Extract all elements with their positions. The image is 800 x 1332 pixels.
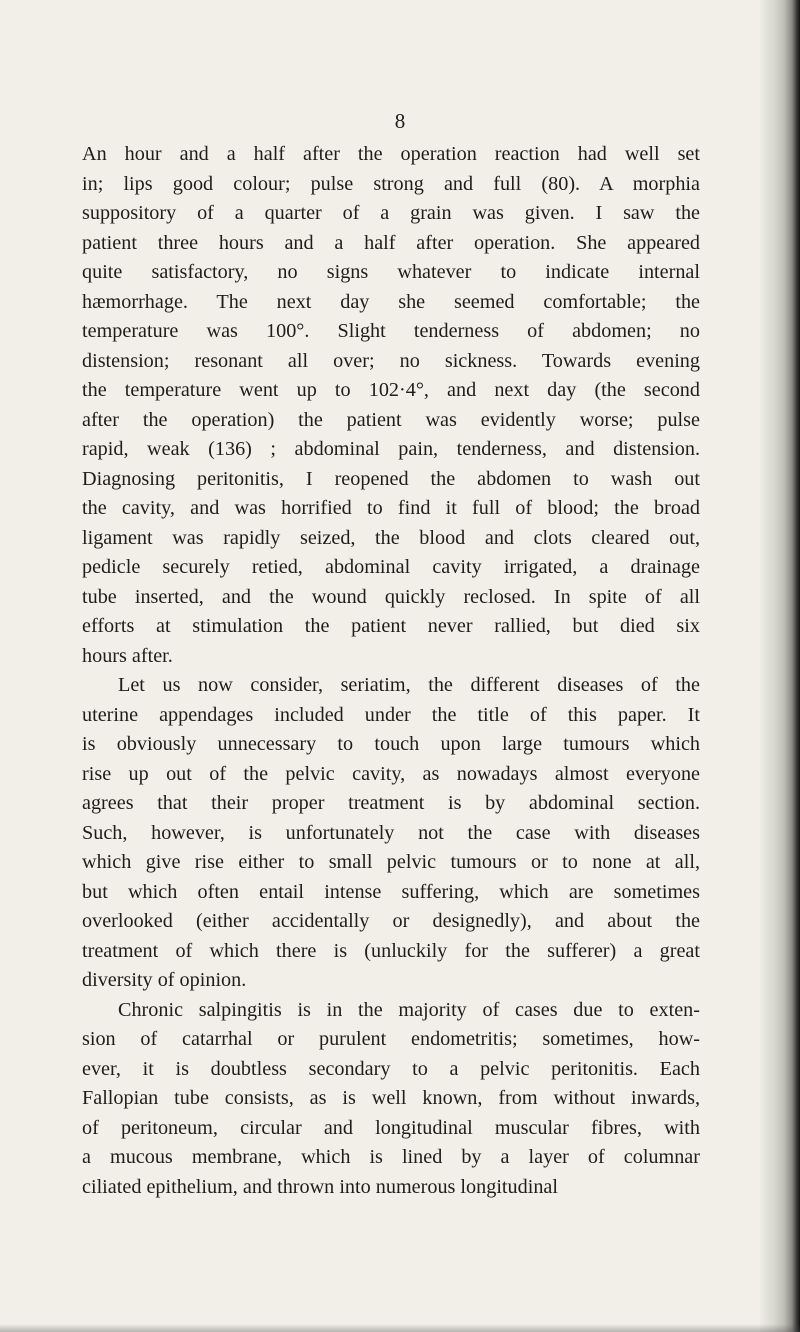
text-line: hæmorrhage. The next day she seemed comfortable; the xyxy=(82,290,700,313)
text-line: which give rise either to small pelvic tumours or to none at all, xyxy=(82,851,700,873)
text-line: An hour and a half after the operation reaction had well set xyxy=(82,143,700,165)
text-line: efforts at stimulation the patient never rallied, but died six xyxy=(82,615,700,637)
body-text xyxy=(82,140,700,1202)
text-line: hours after. xyxy=(82,644,173,667)
text-line: Let us now consider, seriatim, the different diseases of the xyxy=(118,674,700,696)
text-line: temperature was 100°. Slight tenderness of abdomen; no xyxy=(82,320,700,342)
text-line: in; lips good colour; pulse strong and full (80). A morphia xyxy=(82,172,700,195)
text-line: quite satisfactory, no signs whatever to indicate internal xyxy=(82,261,700,283)
text-line: overlooked (either accidentally or designedly), and about the xyxy=(82,910,700,932)
text-line: pedicle securely retied, abdominal cavity irrigated, a drainage xyxy=(82,556,700,578)
text-line: is obviously unnecessary to touch upon large tumours which xyxy=(82,733,700,755)
text-line: sion of catarrhal or purulent endometritis; sometimes, how- xyxy=(82,1028,700,1050)
text-line: the cavity, and was horrified to find it full of blood; the broad xyxy=(82,497,700,519)
text-line: Fallopian tube consists, as is well known, from without inwards, xyxy=(82,1087,700,1109)
text-line: distension; resonant all over; no sickness. Towards evening xyxy=(82,349,700,372)
text-line: suppository of a quarter of a grain was given. I saw the xyxy=(82,202,700,224)
text-line: but which often entail intense suffering, which are sometimes xyxy=(82,880,700,903)
text-line: rapid, weak (136) ; abdominal pain, tenderness, and distension. xyxy=(82,438,700,460)
text-line: tube inserted, and the wound quickly reclosed. In spite of all xyxy=(82,585,700,608)
text-line: ever, it is doubtless secondary to a pelvic peritonitis. Each xyxy=(82,1057,700,1080)
text-line: Such, however, is unfortunately not the case with diseases xyxy=(82,821,700,844)
page-number: 8 xyxy=(394,109,406,133)
text-line: patient three hours and a half after operation. She appeared xyxy=(82,231,700,254)
text-line: Chronic salpingitis is in the majority of cases due to exten- xyxy=(118,998,700,1021)
text-line: of peritoneum, circular and longitudinal muscular fibres, with xyxy=(82,1116,700,1139)
text-line: agrees that their proper treatment is by abdominal section. xyxy=(82,792,700,814)
text-line: rise up out of the pelvic cavity, as nowadays almost everyone xyxy=(82,762,700,785)
text-line: after the operation) the patient was evidently worse; pulse xyxy=(82,408,700,431)
text-line: uterine appendages included under the title of this paper. It xyxy=(82,703,700,726)
text-line: a mucous membrane, which is lined by a layer of columnar xyxy=(82,1146,700,1168)
page-edge-shadow xyxy=(760,0,800,1332)
text-line: the temperature went up to 102·4°, and next day (the second xyxy=(82,379,700,401)
text-line: ligament was rapidly seized, the blood and clots cleared out, xyxy=(82,526,700,549)
text-line: treatment of which there is (unluckily for the sufferer) a great xyxy=(82,939,700,962)
text-line: Diagnosing peritonitis, I reopened the abdomen to wash out xyxy=(82,467,700,490)
text-line: diversity of opinion. xyxy=(82,969,247,991)
text-line: ciliated epithelium, and thrown into numerous longitudinal xyxy=(82,1175,559,1198)
bottom-edge-shadow xyxy=(0,1324,800,1332)
